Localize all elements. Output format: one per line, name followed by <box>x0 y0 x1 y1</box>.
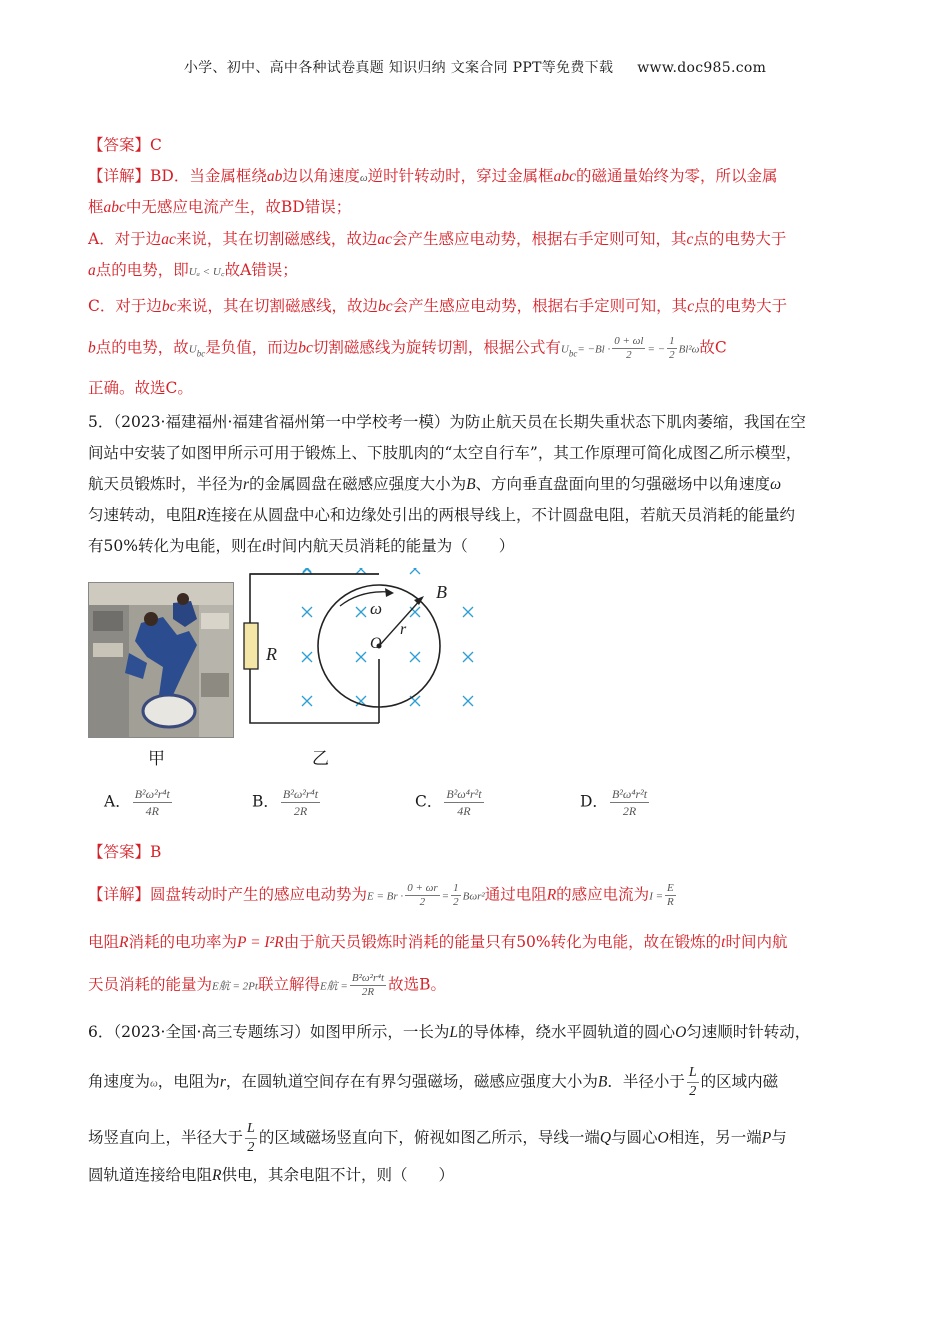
field-cross <box>302 607 312 617</box>
field-cross <box>463 607 473 617</box>
q4-detail-line-4: a点的电势，即Uₐ < U꜀故A错误； <box>88 261 298 279</box>
q4-detail-line-3: A．对于边ac来说，其在切割磁感线，故边ac会产生感应电动势，根据右手定则可知，其c点的电势大于 <box>88 230 787 248</box>
figure-yi-caption: 乙 <box>312 749 329 769</box>
astronaut-photo-image <box>89 583 233 737</box>
q6-line-4: 圆轨道连接给电阻R供电，其余电阻不计，则（ ） <box>88 1166 454 1184</box>
label-r: r <box>400 621 407 638</box>
q4-answer: C <box>150 136 162 154</box>
q4-detail-line-6: b点的电势，故$U_{bc}$是负值，而边bc切割磁感线为旋转切割，根据公式有$U_{bc}= -Bl$ · $\frac{0 + \omega l}{2}$ = − $\frac{1}{2}$ Bl²ω故C <box>88 335 727 361</box>
resistor-R <box>244 623 258 669</box>
q5-detail-line-2: 电阻R消耗的电功率为P = I²R由于航天员锻炼时消耗的能量只有50%转化为电能，故在锻炼的t时间内航 <box>88 933 788 951</box>
q4-detail-line-2: 框abc中无感应电流产生，故BD错误； <box>88 198 352 216</box>
field-cross <box>410 568 420 574</box>
q5-line-5: 有50%转化为电能，则在t时间内航天员消耗的能量为（ ） <box>88 537 515 555</box>
field-cross <box>410 607 420 617</box>
field-cross <box>302 696 312 706</box>
field-cross <box>356 652 366 662</box>
q5-line-4: 匀速转动，电阻R连接在从圆盘中心和边缘处引出的两根导线上，不计圆盘电阻，若航天员消耗的能量约 <box>88 506 795 524</box>
q5-answer-line: 【答案】B <box>88 843 162 861</box>
q4-formula-frac-2: $\frac{1}{2}$ <box>669 335 675 361</box>
header-text: 小学、初中、高中各种试卷真题 知识归纳 文案合同 PPT等免费下载 <box>183 60 614 76</box>
q4-inequality: Uₐ < U꜀ <box>188 266 225 278</box>
q5-answer: B <box>150 843 162 861</box>
field-cross <box>356 607 366 617</box>
field-cross <box>410 652 420 662</box>
option-c[interactable]: C． $\frac{\text{B²ω⁴r²t}}{4R}$ <box>415 787 482 818</box>
q6-line-2: 角速度为ω，电阻为r，在圆轨道空间存在有界匀强磁场，磁感应强度大小为B．半径小于 $\frac{L}{2}$ 的区域内磁 <box>88 1065 779 1099</box>
option-a[interactable]: A． $\frac{\text{B²ω²r⁴t}}{4R}$ <box>104 787 170 818</box>
q6-line-1: 6．（2023·全国·高三专题练习）如图甲所示，一长为L的导体棒，绕水平圆轨道的圆心O匀速顺时针转动， <box>88 1023 811 1041</box>
q6-line-3: 场竖直向上，半径大于 $\frac{L}{2}$ 的区域磁场竖直向下，俯视如图乙所示，导线一端Q与圆心O相连，另一端P与 <box>88 1121 787 1155</box>
label-B: B <box>436 582 447 602</box>
option-d[interactable]: D． $\frac{\text{B²ω⁴r²t}}{2R}$ <box>580 787 648 818</box>
q5-detail-line-3: 天员消耗的能量为E航 = 2Pt联立解得E航 = $\frac{\text{B²ω²r⁴t}}{2R}$ 故选B。 <box>88 972 446 998</box>
q4-detail-line-7: 正确。故选C。 <box>88 379 193 397</box>
header-url[interactable]: www.doc985.com <box>637 60 767 76</box>
q5-detail-line-1: 【详解】圆盘转动时产生的感应电动势为E = Br · $\frac{0 + \omega r}{2}$ = $\frac{1}{2}$ Bωr²通过电阻R的感应电流为I = $\frac{E}{R}$ <box>88 882 674 908</box>
q5-line-1: 5．（2023·福建福州·福建省福州第一中学校考一模）为防止航天员在长期失重状态下肌肉萎缩，我国在空 <box>88 413 806 431</box>
q4-detail-line-5: C．对于边bc来说，其在切割磁感线，故边bc会产生感应电动势，根据右手定则可知，其c点的电势大于 <box>88 297 788 315</box>
figure-jia-caption: 甲 <box>148 749 165 769</box>
field-cross <box>302 652 312 662</box>
q5-line-2: 间站中安装了如图甲所示可用于锻炼上、下肢肌肉的“太空自行车”，其工作原理可简化成图乙所示模型， <box>88 444 802 462</box>
figure-jia-photo <box>88 582 234 738</box>
label-R: R <box>266 644 277 664</box>
page-header <box>0 57 950 77</box>
figure-yi-diagram <box>240 568 480 738</box>
field-cross <box>356 568 366 574</box>
q5-line-3: 航天员锻炼时，半径为r的金属圆盘在磁感应强度大小为B、方向垂直盘面向里的匀强磁场中以角速度ω <box>88 475 782 493</box>
q4-detail-line-1: 【详解】BD．当金属框绕ab边以角速度ω逆时针转动时，穿过金属框abc的磁通量始终为零，所以金属 <box>88 167 778 185</box>
field-cross <box>463 696 473 706</box>
q4-answer-line: 【答案】C <box>88 136 162 154</box>
q4-formula-frac-1: $\frac{0 + \omega l}{2}$ <box>614 335 644 361</box>
option-b[interactable]: B． $\frac{\text{B²ω²r⁴t}}{2R}$ <box>252 787 319 818</box>
label-omega: ω <box>370 599 383 618</box>
field-cross <box>463 652 473 662</box>
label-O: O <box>370 635 382 652</box>
